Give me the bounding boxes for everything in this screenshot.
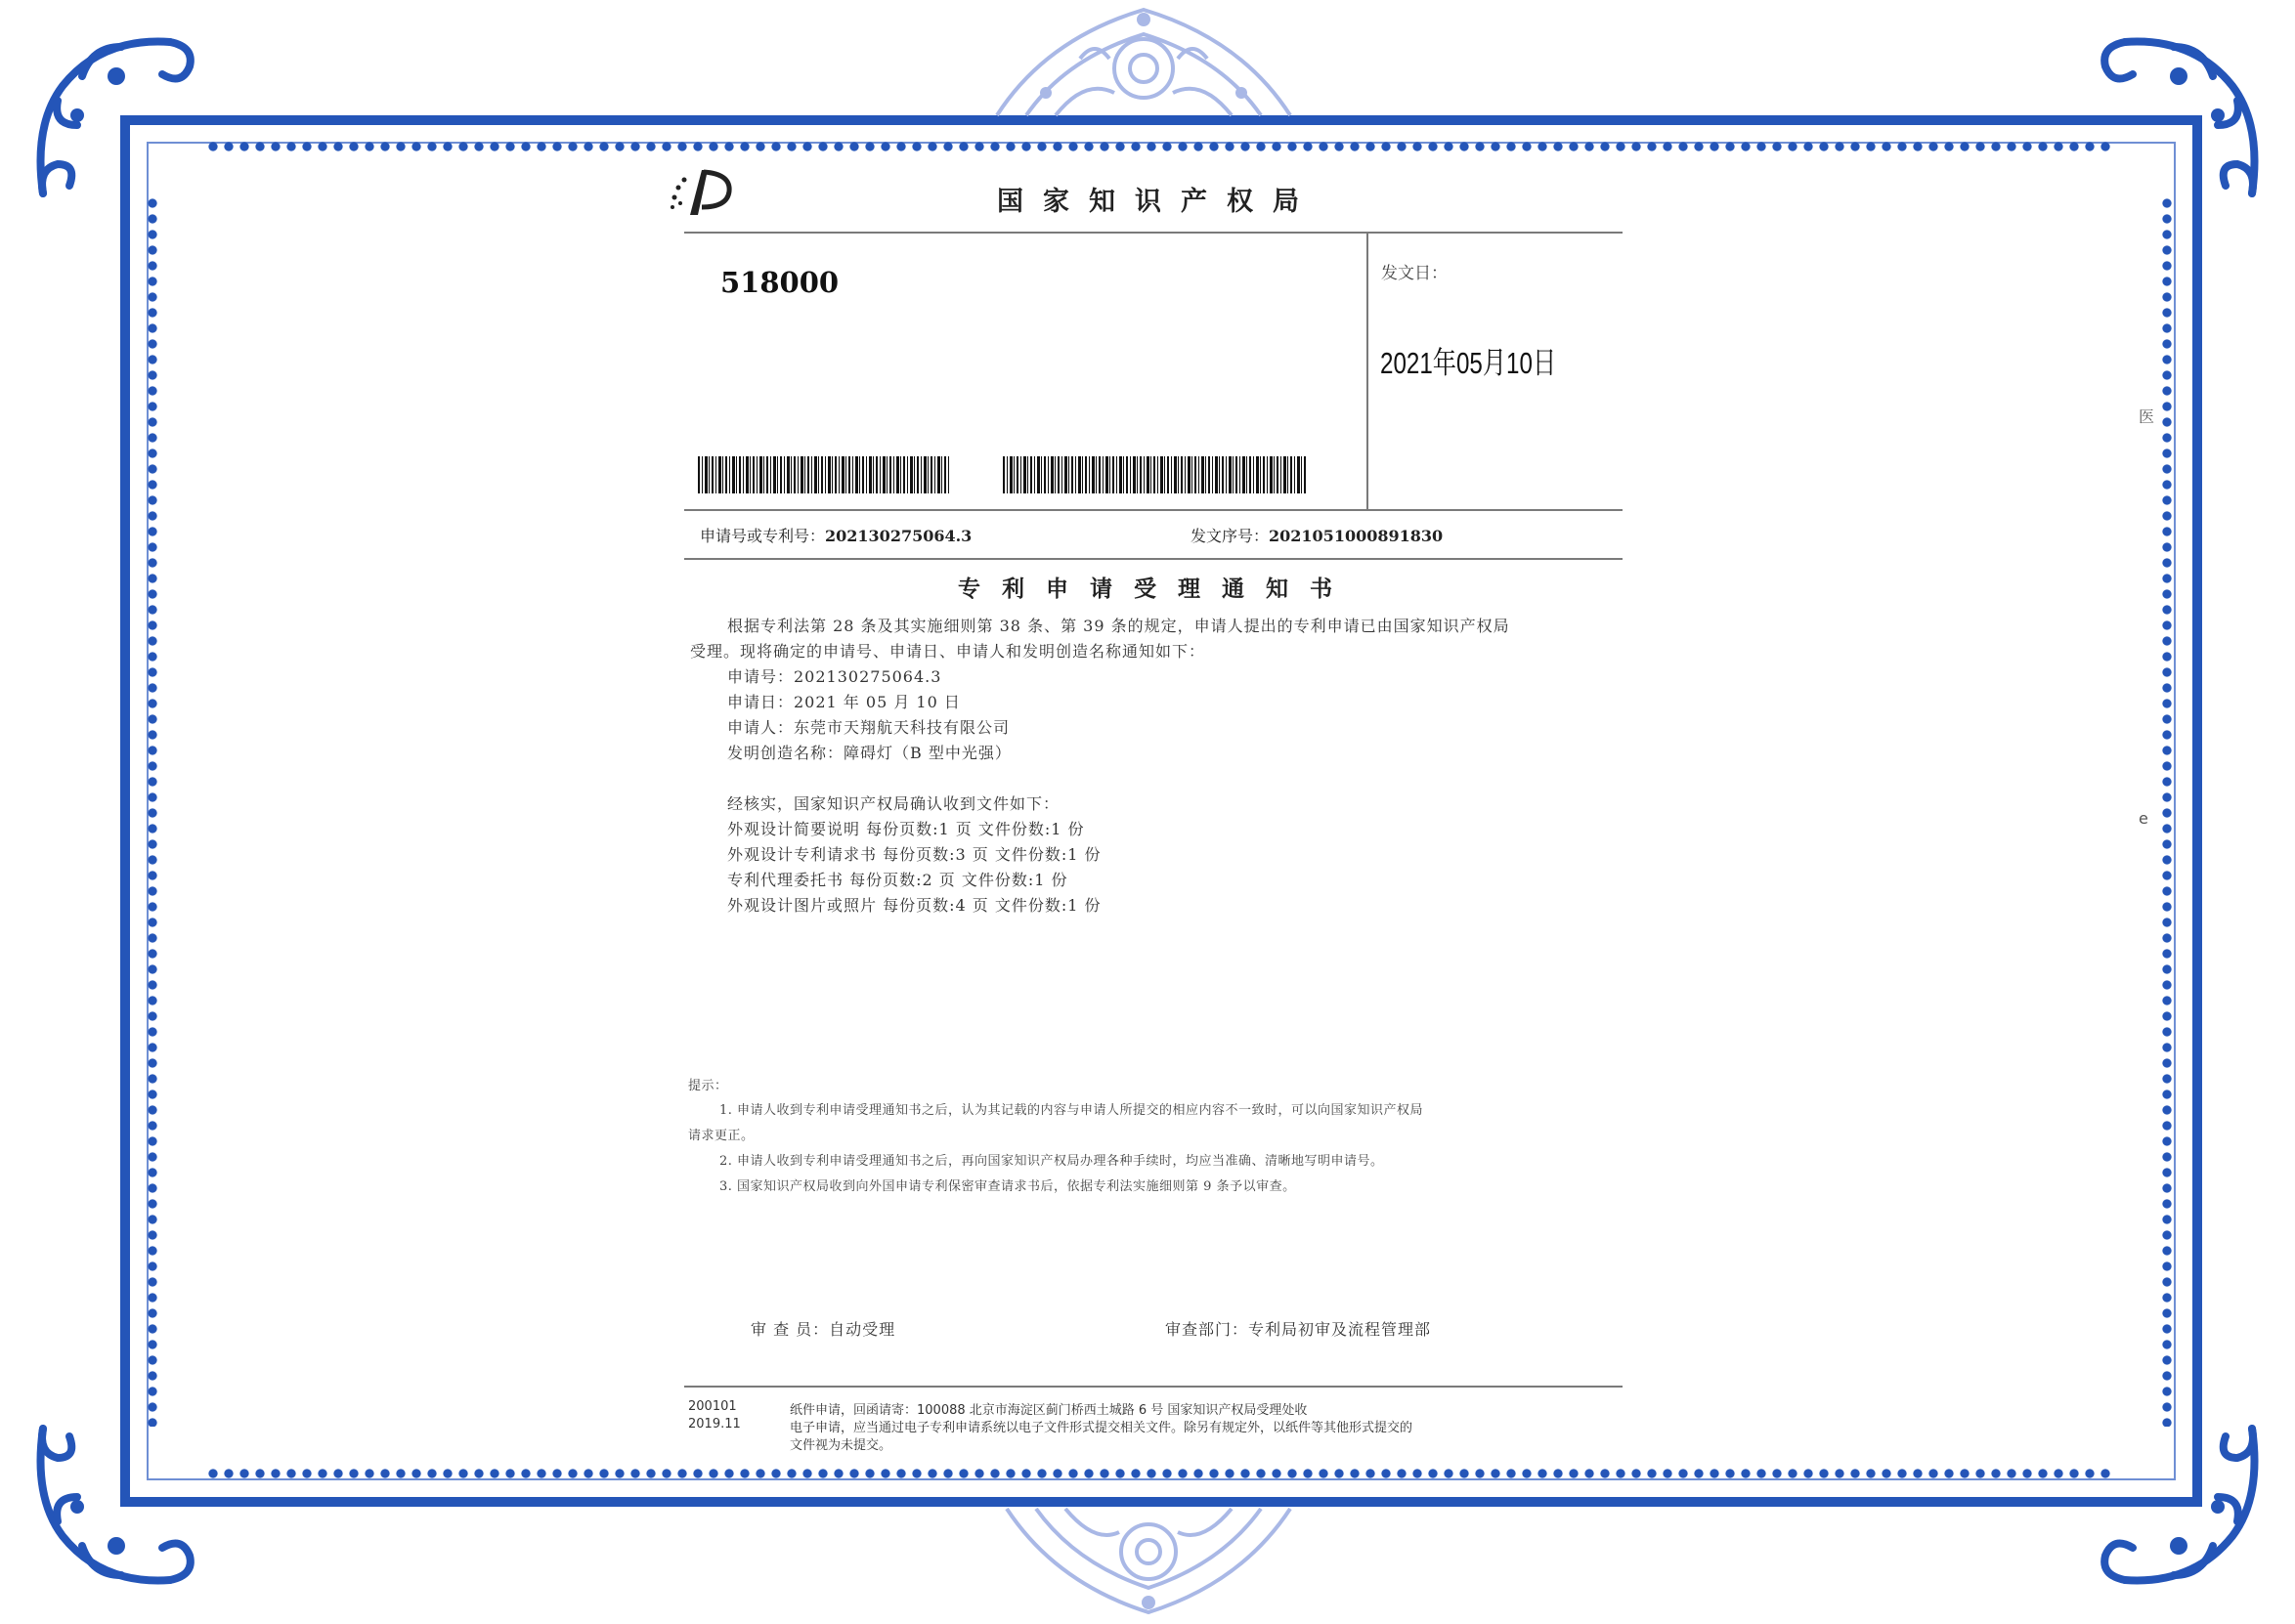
- footer-electronic-note: 电子申请，应当通过电子专利申请系统以电子文件形式提交相关文件。除另有规定外，以纸件等其他形式提交的: [790, 1421, 1413, 1435]
- received-file: 外观设计简要说明 每份页数:1 页 文件份数:1 份: [727, 820, 1085, 838]
- received-file: 专利代理委托书 每份页数:2 页 文件份数:1 份: [727, 871, 1068, 889]
- footer-electronic-note-cont: 文件视为未提交。: [790, 1438, 892, 1453]
- issue-date-label: 发文日：: [1381, 264, 1448, 283]
- tip-3: 3. 国家知识产权局收到向外国申请专利保密审查请求书后，依据专利法实施细则第 9 条予以审查。: [719, 1179, 1296, 1194]
- office-name: 国家知识产权局: [997, 187, 1319, 217]
- tip-1-line-2: 请求更正。: [688, 1129, 755, 1143]
- corner-ornament-bottom-left-icon: [23, 1419, 209, 1604]
- serial-number-value: 2021051000891830: [1269, 527, 1444, 545]
- examining-department: 审查部门：专利局初审及流程管理部: [1165, 1320, 1432, 1339]
- examiner: 审 查 员：自动受理: [751, 1320, 896, 1339]
- serial-number: [1191, 524, 1443, 546]
- tip-1-line-1: 1. 申请人收到专利申请受理通知书之后，认为其记载的内容与申请人所提交的相应内容不一致时，可以向国家知识产权局: [719, 1103, 1424, 1118]
- margin-mark: 医: [2139, 407, 2155, 426]
- field-applicant: 申请人：东莞市天翔航天科技有限公司: [727, 718, 1011, 737]
- barcode-right: [1003, 456, 1306, 493]
- field-invention-name: 发明创造名称：障碍灯（B 型中光强）: [727, 744, 1012, 762]
- corner-ornament-top-left-icon: [23, 18, 209, 203]
- dotted-border-top: [205, 141, 2111, 152]
- application-number-value: 202130275064.3: [825, 527, 973, 545]
- corner-ornament-bottom-right-icon: [2086, 1419, 2272, 1604]
- tips-label: 提示：: [688, 1079, 728, 1093]
- received-file: 外观设计专利请求书 每份页数:3 页 文件份数:1 份: [727, 845, 1102, 864]
- tip-2: 2. 申请人收到专利申请受理通知书之后，再向国家知识产权局办理各种手续时，均应当准确、清晰地写明申请号。: [719, 1154, 1384, 1169]
- footer-divider: [684, 1386, 1623, 1388]
- corner-ornament-top-right-icon: [2086, 18, 2272, 203]
- dotted-border-left: [147, 195, 158, 1427]
- received-file: 外观设计图片或照片 每份页数:4 页 文件份数:1 份: [727, 896, 1102, 915]
- margin-mark: e: [2139, 809, 2148, 828]
- patent-notice-document: [645, 156, 1642, 1456]
- dotted-border-bottom: [205, 1468, 2111, 1479]
- cnipa-logo-icon: [669, 164, 733, 217]
- footer-paper-address: 纸件申请，回函请寄：100088 北京市海淀区蓟门桥西土城路 6 号 国家知识产权局受理处收: [790, 1403, 1308, 1418]
- serial-number-label: 发文序号：: [1191, 527, 1270, 545]
- form-code: 200101: [688, 1399, 737, 1414]
- notice-title: 专利申请受理通知书: [958, 577, 1354, 602]
- intro-line-2: 受理。现将确定的申请号、申请日、申请人和发明创造名称通知如下：: [690, 642, 1206, 661]
- postcode: 518000: [720, 266, 840, 299]
- header-divider: [684, 232, 1623, 234]
- application-number-label: 申请号或专利号：: [700, 527, 826, 545]
- id-row-top-divider: [684, 509, 1623, 511]
- field-application-number: 申请号：202130275064.3: [727, 667, 942, 686]
- header-column-divider: [1366, 232, 1368, 509]
- barcode-left: [698, 456, 950, 493]
- field-application-date: 申请日：2021 年 05 月 10 日: [727, 693, 961, 711]
- dotted-border-right: [2161, 195, 2173, 1427]
- top-ornament-icon: [987, 0, 1300, 119]
- application-number: [700, 524, 972, 546]
- id-row-bottom-divider: [684, 558, 1623, 560]
- issue-date: 2021年05月10日: [1380, 346, 1557, 380]
- bottom-ornament-icon: [997, 1505, 1300, 1622]
- received-files-intro: 经核实，国家知识产权局确认收到文件如下：: [727, 794, 1061, 813]
- intro-line-1: 根据专利法第 28 条及其实施细则第 38 条、第 39 条的规定，申请人提出的专利申请已由国家知识产权局: [727, 617, 1510, 635]
- form-version: 2019.11: [688, 1417, 741, 1432]
